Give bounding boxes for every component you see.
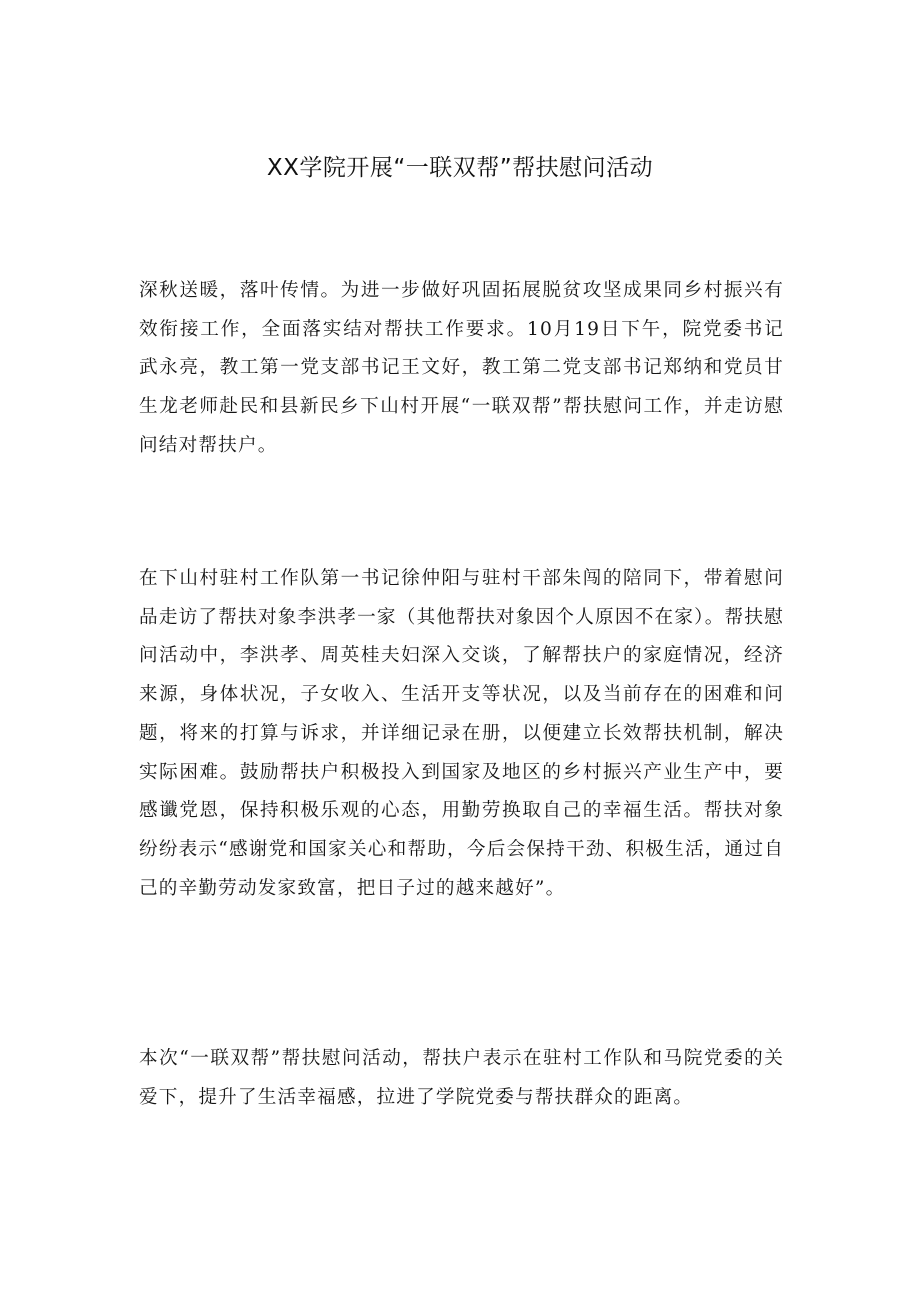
paragraph-3: 本次“一联双帮”帮扶慰问活动，帮扶户表示在驻村工作队和马院党委的关爱下，提升了生活幸福感，拉进了学院党委与帮扶群众的距离。 [139, 1048, 784, 1108]
paragraph-1: 深秋送暖，落叶传情。为进一步做好巩固拓展脱贫攻坚成果同乡村振兴有效衔接工作，全面落实结对帮扶工作要求。10月19日下午，院党委书记武永亮，教工第一党支部书记王文好，教工第二党支部书记郑纳和党员甘生龙老师赴民和县新民乡下山村开展“一联双帮”帮扶慰问工作，并走访慰问结对帮扶户。 [139, 280, 784, 456]
document-title: XX学院开展“一联双帮”帮扶慰问活动 [266, 155, 654, 181]
paragraph-2: 在下山村驻村工作队第一书记徐仲阳与驻村干部朱闯的陪同下，带着慰问品走访了帮扶对象李洪孝一家（其他帮扶对象因个人原因不在家）。帮扶慰问活动中，李洪孝、周英桂夫妇深入交谈，了解帮扶户的家庭情况，经济来源，身体状况，子女收入、生活开支等状况，以及当前存在的困难和问题，将来的打算与诉求，并详细记录在册，以便建立长效帮扶机制，解决实际困难。鼓励帮扶户积极投入到国家及地区的乡村振兴产业生产中，要感谶党恩，保持积极乐观的心态，用勤劳换取自己的幸福生活。帮扶对象纷纷表示“感谢党和国家关心和帮助，今后会保持干劲、积极生活，通过自己的辛勤劳动发家致富，把日子过的越来越好”。 [139, 568, 784, 899]
